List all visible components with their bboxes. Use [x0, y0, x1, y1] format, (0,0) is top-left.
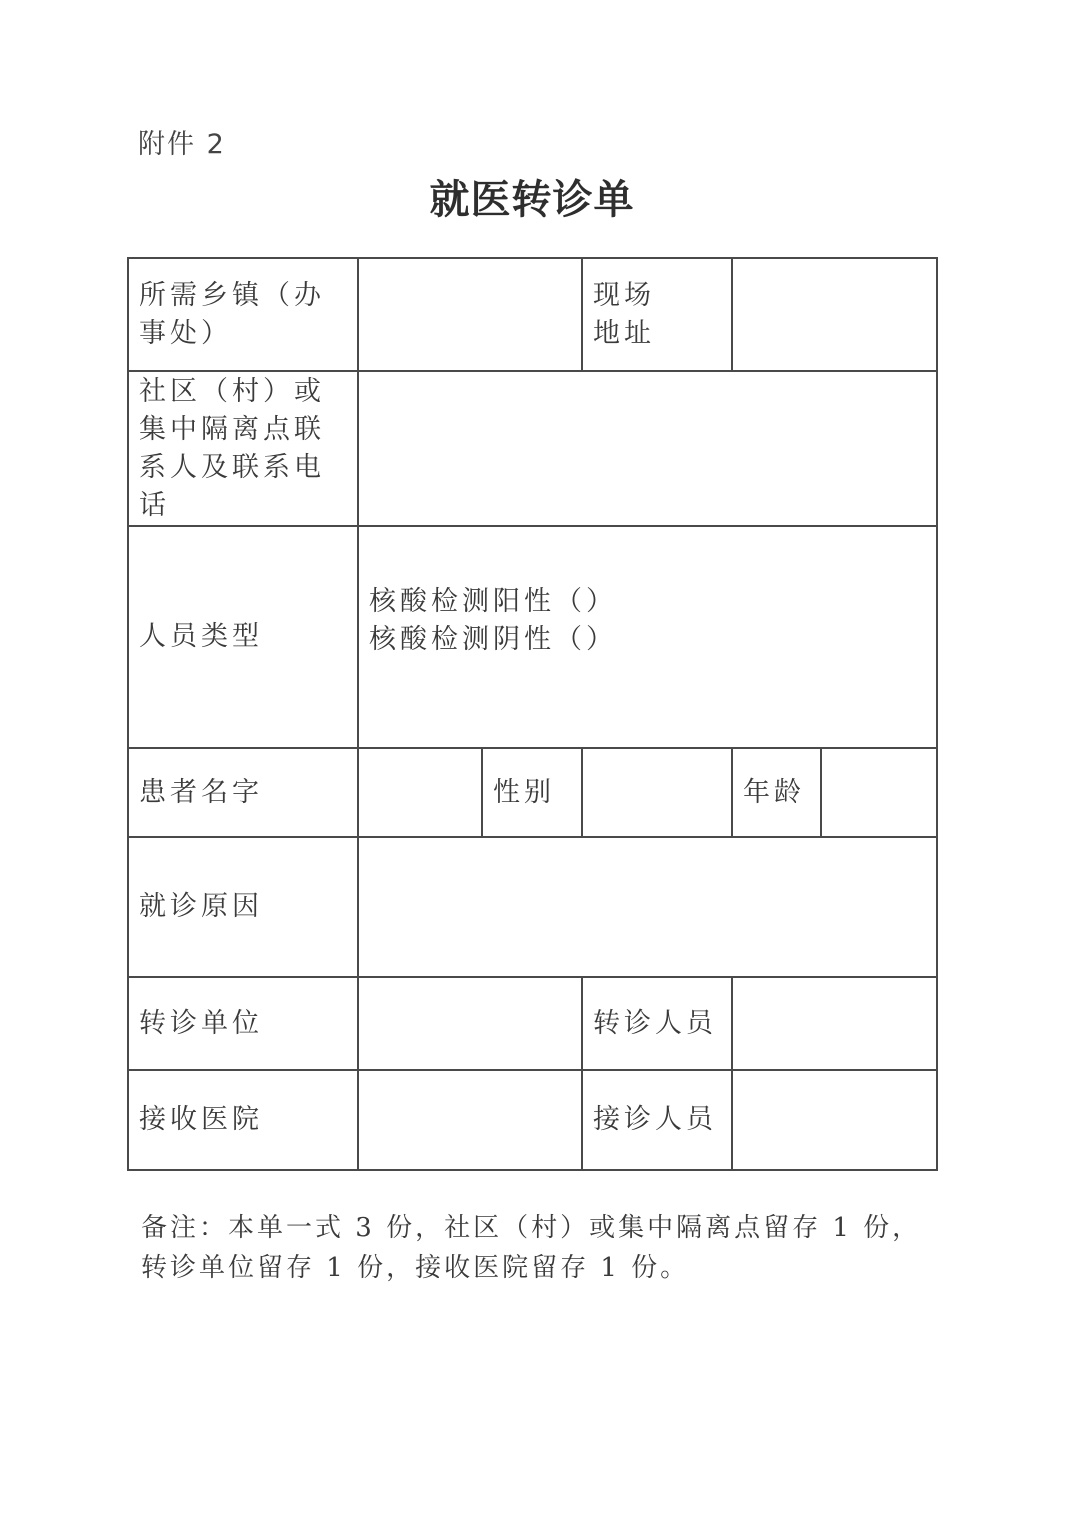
gender-label: 性别 — [482, 748, 582, 837]
form-row-receiving — [128, 1070, 937, 1170]
form-row-referral — [128, 977, 937, 1070]
contact-label: 社区（村）或集中隔离点联系人及联系电话 — [128, 371, 358, 526]
receiving-hospital-label: 接收医院 — [128, 1070, 358, 1170]
township-label: 所需乡镇（办事处） — [128, 258, 358, 371]
patient-name-label: 患者名字 — [128, 748, 358, 837]
person-type-label: 人员类型 — [128, 526, 358, 748]
form-row-visit-reason — [128, 837, 937, 977]
referral-unit-label: 转诊单位 — [128, 977, 358, 1070]
visit-reason-field[interactable] — [358, 837, 937, 977]
referral-staff-field[interactable] — [732, 977, 937, 1070]
gender-field[interactable] — [582, 748, 732, 837]
page-title: 就医转诊单 — [429, 176, 635, 223]
option-negative[interactable]: 核酸检测阴性（） — [369, 624, 617, 655]
receiving-staff-label: 接诊人员 — [582, 1070, 732, 1170]
age-label: 年龄 — [732, 748, 821, 837]
visit-reason-label: 就诊原因 — [128, 837, 358, 977]
form-row-person-type — [128, 526, 937, 748]
contact-field[interactable] — [358, 371, 937, 526]
site-address-label: 现场地址 — [582, 258, 732, 371]
form-row-township — [128, 258, 937, 371]
site-address-field[interactable] — [732, 258, 937, 371]
referral-unit-field[interactable] — [358, 977, 582, 1070]
receiving-hospital-field[interactable] — [358, 1070, 582, 1170]
referral-staff-label: 转诊人员 — [582, 977, 732, 1070]
person-type-options — [358, 526, 937, 748]
patient-name-field[interactable] — [358, 748, 482, 837]
age-field[interactable] — [821, 748, 937, 837]
receiving-staff-field[interactable] — [732, 1070, 937, 1170]
referral-form-table — [127, 257, 938, 1171]
attachment-label: 附件 2 — [138, 129, 226, 160]
footer-note: 备注：本单一式 3 份，社区（村）或集中隔离点留存 1 份，转诊单位留存 1 份，接收医院留存 1 份。 — [141, 1213, 922, 1283]
form-row-patient — [128, 748, 937, 837]
form-row-contact — [128, 371, 937, 526]
option-positive[interactable]: 核酸检测阳性（） — [369, 586, 617, 617]
township-field[interactable] — [358, 258, 582, 371]
